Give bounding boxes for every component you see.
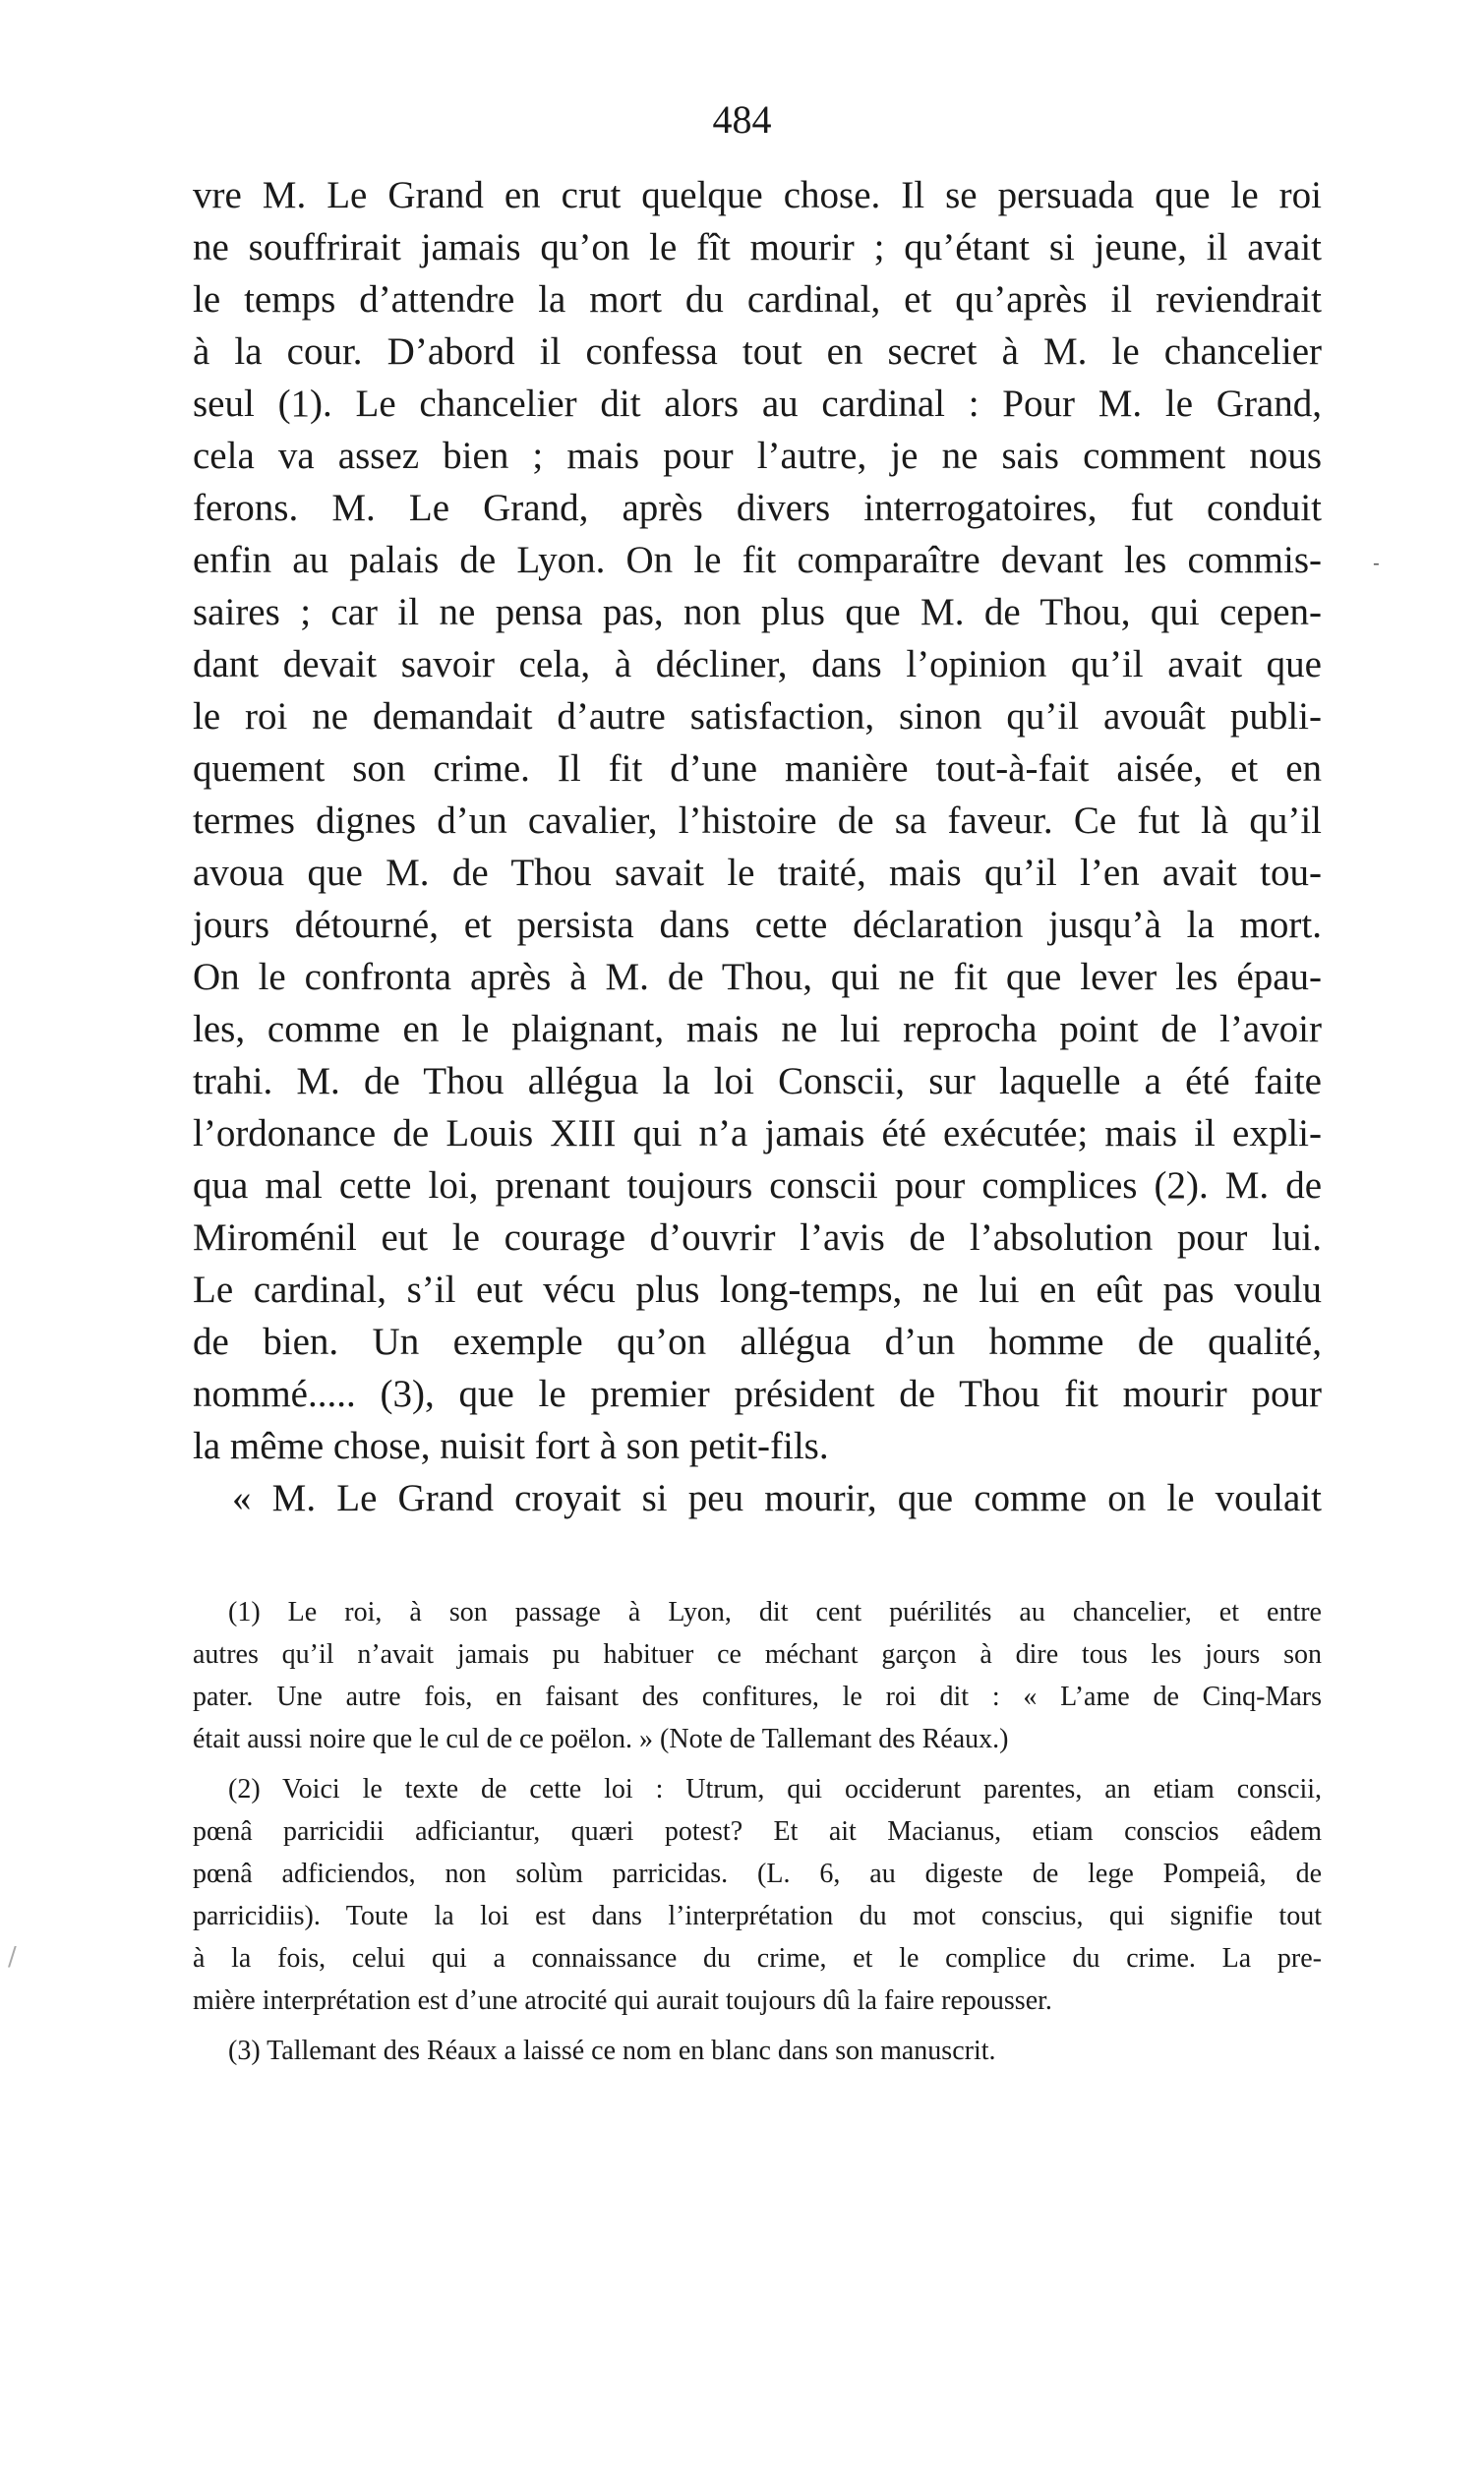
body-line: vre M. Le Grand en crut quelque chose. Il se persuada que le roi <box>193 174 1322 216</box>
body-line: quement son crime. Il fit d’une manière tout-à-fait aisée, et en <box>193 747 1322 790</box>
footnote-line: (1) Le roi, à son passage à Lyon, dit cent puérilités au chancelier, et entre <box>228 1597 1322 1627</box>
body-line: le temps d’attendre la mort du cardinal, et qu’après il reviendrait <box>193 278 1322 321</box>
footnote-line: (2) Voici le texte de cette loi : Utrum, qui occiderunt parentes, an etiam conscii, <box>228 1774 1322 1805</box>
page-number: 484 <box>712 97 772 142</box>
footnote-line: à la fois, celui qui a connaissance du crime, et le complice du crime. La pre- <box>193 1943 1322 1974</box>
body-line: Miroménil eut le courage d’ouvrir l’avis de l’absolution pour lui. <box>193 1216 1322 1259</box>
footnotes <box>193 1591 1322 2072</box>
footnote-line: pœnâ parricidii adficiantur, quæri potest? Et ait Macianus, etiam conscios eâdem <box>193 1816 1322 1847</box>
body-line: l’ordonance de Louis XIII qui n’a jamais été exécutée; mais il expli- <box>193 1112 1322 1154</box>
footnote-2 <box>193 1768 1322 2022</box>
body-line: cela va assez bien ; mais pour l’autre, je ne sais comment nous <box>193 435 1322 477</box>
body-line: avoua que M. de Thou savait le traité, mais qu’il l’en avait tou- <box>193 852 1322 894</box>
body-line: la même chose, nuisit fort à son petit-fils. <box>193 1425 829 1467</box>
footnote-line: pœnâ adficiendos, non solùm parricidas. (L. 6, au digeste de lege Pompeiâ, de <box>193 1859 1322 1889</box>
footnote-line: (3) Tallemant des Réaux a laissé ce nom en blanc dans son manuscrit. <box>228 2036 996 2066</box>
body-line: saires ; car il ne pensa pas, non plus que M. de Thou, qui cepen- <box>193 591 1322 633</box>
footnote-line: était aussi noire que le cul de ce poëlon. » (Note de Tallemant des Réaux.) <box>193 1724 1009 1754</box>
footnote-line: mière interprétation est d’une atrocité qui aurait toujours dû la faire repousser. <box>193 1985 1052 2016</box>
body-line-last-paragraph: « M. Le Grand croyait si peu mourir, que comme on le voulait <box>232 1477 1322 1519</box>
margin-mark: - <box>1373 551 1380 574</box>
body-line: ne souffrirait jamais qu’on le fît mourir ; qu’étant si jeune, il avait <box>193 226 1322 268</box>
body-line: termes dignes d’un cavalier, l’histoire de sa faveur. Ce fut là qu’il <box>193 799 1322 842</box>
body-line: de bien. Un exemple qu’on allégua d’un homme de qualité, <box>193 1321 1322 1363</box>
body-line: seul (1). Le chancelier dit alors au cardinal : Pour M. le Grand, <box>193 383 1322 425</box>
body-line: les, comme en le plaignant, mais ne lui reprocha point de l’avoir <box>193 1008 1322 1050</box>
footnote-1 <box>193 1591 1322 1760</box>
body-line: jours détourné, et persista dans cette déclaration jusqu’à la mort. <box>193 904 1322 946</box>
body-line: à la cour. D’abord il confessa tout en secret à M. le chancelier <box>193 330 1322 373</box>
footnote-line: autres qu’il n’avait jamais pu habituer ce méchant garçon à dire tous les jours son <box>193 1639 1322 1670</box>
body-line: trahi. M. de Thou allégua la loi Conscii, sur laquelle a été faite <box>193 1060 1322 1102</box>
body-line: enfin au palais de Lyon. On le fit comparaître devant les commis- <box>193 539 1322 581</box>
footnote-line: pater. Une autre fois, en faisant des confitures, le roi dit : « L’ame de Cinq-Mars <box>193 1682 1322 1712</box>
body-text <box>193 169 1322 1524</box>
body-line: dant devait savoir cela, à décliner, dans l’opinion qu’il avait que <box>193 643 1322 685</box>
body-line: Le cardinal, s’il eut vécu plus long-temps, ne lui en eût pas voulu <box>193 1269 1322 1311</box>
body-line: le roi ne demandait d’autre satisfaction, sinon qu’il avouât publi- <box>193 695 1322 738</box>
body-line: qua mal cette loi, prenant toujours conscii pour complices (2). M. de <box>193 1164 1322 1207</box>
footnote-3 <box>193 2030 1322 2072</box>
body-line: On le confronta après à M. de Thou, qui ne fit que lever les épau- <box>193 956 1322 998</box>
body-line: ferons. M. Le Grand, après divers interrogatoires, fut conduit <box>193 487 1322 529</box>
margin-mark: / <box>8 1942 17 1972</box>
footnote-line: parricidiis). Toute la loi est dans l’interprétation du mot conscius, qui signifie tout <box>193 1901 1322 1931</box>
body-line: nommé..... (3), que le premier président de Thou fit mourir pour <box>193 1373 1322 1415</box>
